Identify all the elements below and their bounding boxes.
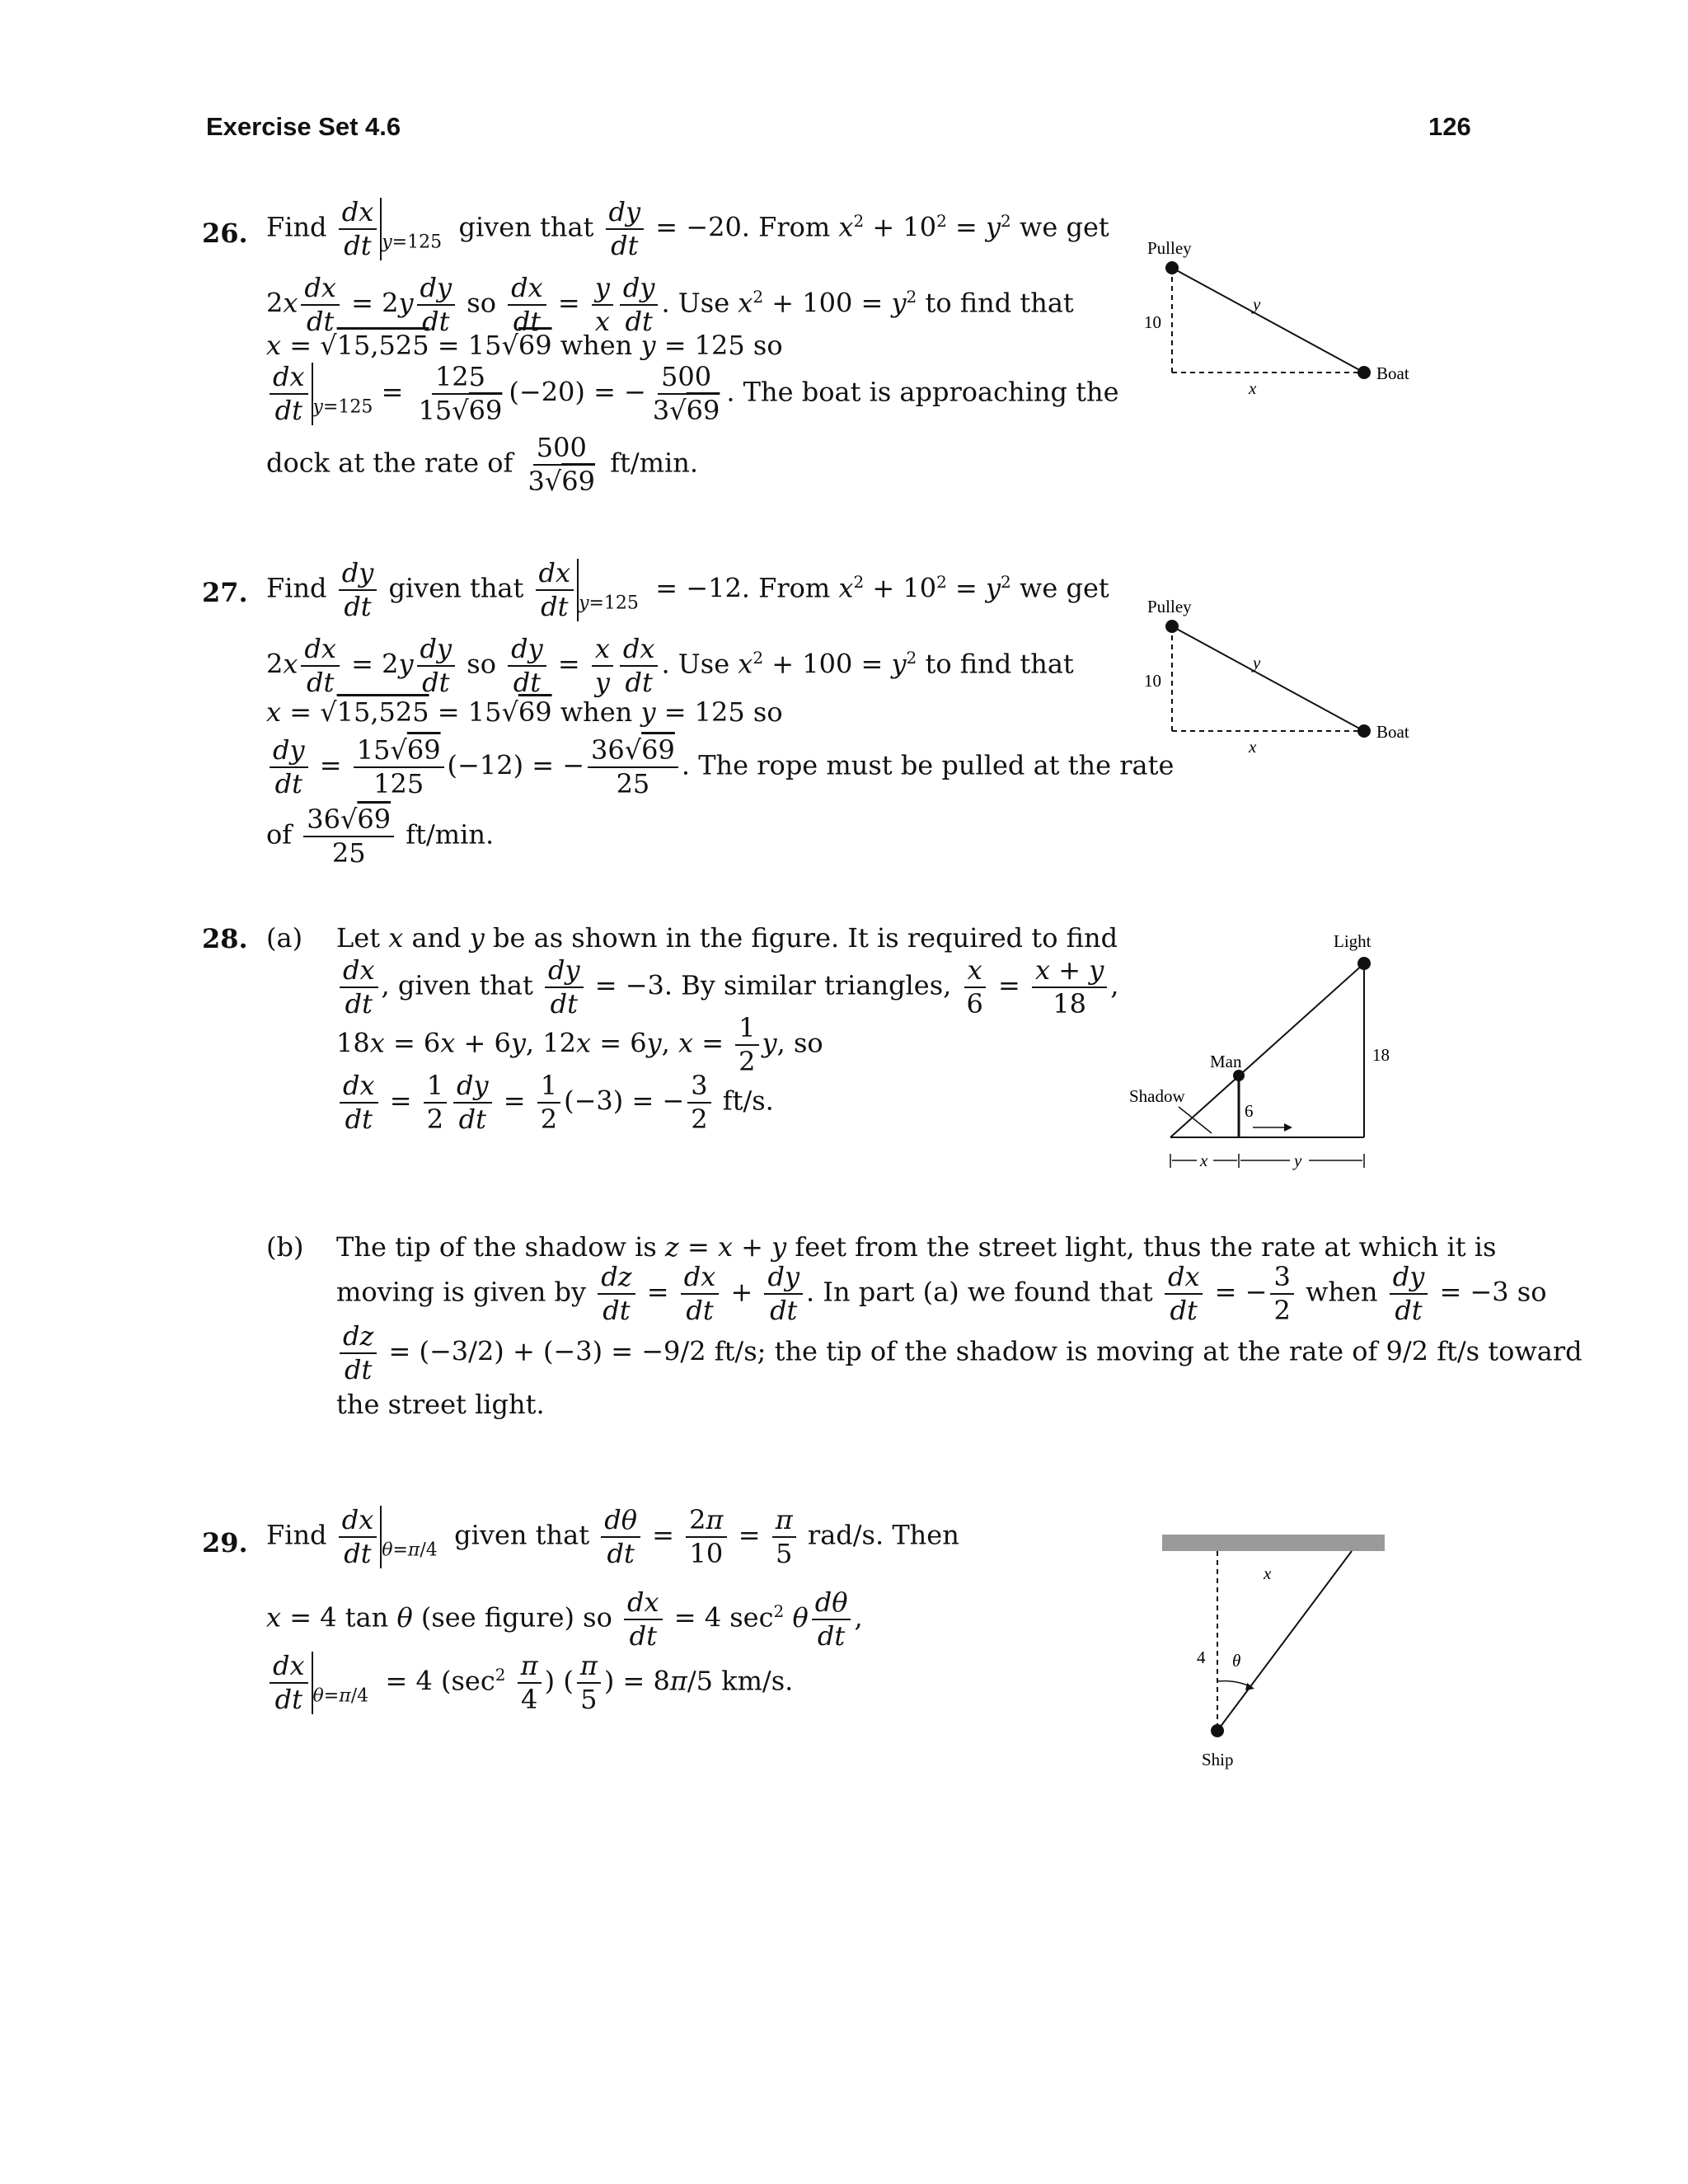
beam-line — [1217, 1551, 1352, 1731]
problem-27-line5: of $\frac{36√69}{25}$ ft/min. — [266, 804, 495, 869]
problem-29-line2: x = 4 tan θ (see figure) so $\frac{dx}{dt}$ = 4 $\sec^2 \theta$ $\frac{d\theta}{dt}$ , — [266, 1586, 863, 1652]
problem-28b-line4: the street light. — [336, 1389, 545, 1420]
problem-29-number: 29. — [202, 1527, 248, 1558]
man-height-label: 6 — [1245, 1101, 1254, 1121]
light-height-label: 18 — [1372, 1045, 1390, 1065]
boat-dot — [1357, 366, 1371, 379]
pulley-label: Pulley — [1147, 238, 1192, 258]
page-number: 126 — [1428, 112, 1471, 141]
rope-line — [1172, 268, 1364, 373]
problem-29-line3: $\frac{dx}{dt}$ $_{\theta=\pi/4}$ = 4 ($\sec^2$ $\frac{\pi}{4}$ ) ( $\frac{\pi}{5}$ ) = 8π/5 km/s. — [266, 1652, 793, 1714]
problem-26-figure — [1137, 231, 1434, 412]
problem-28b-line2: moving is given by $\frac{dz}{dt}$ = $\frac{dx}{dt}$ + $\frac{dy}{dt}$ . In part (a) we found that $\frac{dx}{dt}$ = − $\frac{3}{2}$ when $\frac{dy}{dt}$ = −3 so — [336, 1261, 1547, 1327]
height-label: 10 — [1144, 671, 1161, 691]
problem-28a-line1: Let x and y be as shown in the figure. It is required to find — [336, 922, 1118, 954]
ship-label: Ship — [1202, 1750, 1234, 1769]
problem-28a-line2: $\frac{dx}{dt}$ , given that $\frac{dy}{dt}$ = −3. By similar triangles, $\frac{x}{6}$ = $\frac{x + y}{18}$ , — [336, 956, 1118, 1019]
angle-label: θ — [1232, 1651, 1241, 1671]
problem-27-figure — [1137, 589, 1434, 771]
shadow-pointer — [1179, 1107, 1212, 1133]
shadow-label: Shadow — [1129, 1086, 1185, 1106]
problem-26-line5: dock at the rate of $\frac{500}{3√69}$ ft/min. — [266, 432, 699, 498]
hyp-label: y — [1253, 294, 1261, 314]
pulley-label: Pulley — [1147, 597, 1192, 616]
base-label: x — [1249, 737, 1257, 757]
problem-28b-line3: $\frac{dz}{dt}$ = (−3/2) + (−3) = −9/2 ft/s; the tip of the shadow is moving at the rate of 9/2 ft/s toward — [336, 1322, 1582, 1385]
height-label: 4 — [1197, 1647, 1206, 1667]
problem-27-line1: Find $\frac{dy}{dt}$ given that $\frac{dx}{dt}$ $_{y=125}$ = −12. From $x^2 + 10^2 = y^2$ we get — [266, 557, 1109, 623]
light-label: Light — [1334, 931, 1372, 951]
problem-27-line4: $\frac{dy}{dt}$ = $\frac{15√69}{125}$ (−12) = − $\frac{36√69}{25}$ . The rope must be pulled at the rate — [266, 736, 1174, 799]
problem-29-figure — [1154, 1533, 1401, 1780]
hyp-label: y — [1253, 653, 1261, 673]
section-title: Exercise Set 4.6 — [206, 112, 401, 141]
height-label: 10 — [1144, 312, 1161, 332]
problem-28b-line1: The tip of the shadow is z = x + y feet from the street light, thus the rate at which it is — [336, 1231, 1497, 1263]
problem-26-line2: 2x $\frac{dx}{dt}$ = 2y $\frac{dy}{dt}$ so $\frac{dx}{dt}$ = $\frac{y}{x}$ $\frac{dy}{dt}$ . Use $x^2 + 100 = y^2$ to find that — [266, 272, 1074, 338]
y-dim-label: y — [1294, 1151, 1302, 1170]
problem-26-number: 26. — [202, 218, 248, 249]
problem-26-line3: x = √15,525 = 15√69 when y = 125 so — [266, 330, 783, 361]
problem-28a-line4: $\frac{dx}{dt}$ = $\frac{1}{2}$ $\frac{dy}{dt}$ = $\frac{1}{2}$ (−3) = − $\frac{3}{2}$ ft/s. — [336, 1071, 774, 1134]
problem-26-line4: $\frac{dx}{dt}$ $_{y=125}$ = $\frac{125}{15√69}$ (−20) = − $\frac{500}{3√69}$ . The boat is approaching the — [266, 363, 1119, 425]
angle-arc — [1217, 1681, 1251, 1687]
man-dot — [1233, 1070, 1245, 1081]
problem-29-line1: Find $\frac{dx}{dt}$ $_{\theta=\pi/4}$ given that $\frac{d\theta}{dt}$ = $\frac{2\pi}{10}$ = $\frac{\pi}{5}$ rad/s. Then — [266, 1504, 959, 1570]
boat-dot — [1357, 724, 1371, 738]
part-b-label: (b) — [266, 1231, 304, 1263]
problem-28-figure — [1121, 927, 1401, 1199]
base-label: x — [1249, 378, 1257, 398]
boat-label: Boat — [1376, 722, 1409, 742]
man-label: Man — [1210, 1052, 1242, 1071]
boat-label: Boat — [1376, 363, 1409, 383]
direction-arrow-head — [1284, 1123, 1292, 1132]
light-ray — [1170, 963, 1364, 1137]
problem-28-number: 28. — [202, 923, 248, 954]
rope-line — [1172, 626, 1364, 731]
shore-bar — [1162, 1535, 1385, 1551]
part-a-label: (a) — [266, 922, 303, 954]
x-label: x — [1264, 1563, 1272, 1583]
problem-28a-line3: 18x = 6x + 6y, 12x = 6y, x = $\frac{1}{2}$ y, so — [336, 1012, 823, 1078]
problem-27-line2: 2x $\frac{dx}{dt}$ = 2y $\frac{dy}{dt}$ so $\frac{dy}{dt}$ = $\frac{x}{y}$ $\frac{dx}{dt}$ . Use $x^2 + 100 = y^2$ to find that — [266, 633, 1074, 699]
problem-27-number: 27. — [202, 577, 248, 608]
problem-27-line3: x = √15,525 = 15√69 when y = 125 so — [266, 696, 783, 728]
ship-dot — [1211, 1724, 1224, 1737]
x-dim-label: x — [1200, 1151, 1208, 1170]
problem-26-line1: Find $\frac{dx}{dt}$ $_{y=125}$ given that $\frac{dy}{dt}$ = −20. From $x^2 + 10^2 = y^2$ we get — [266, 196, 1109, 262]
